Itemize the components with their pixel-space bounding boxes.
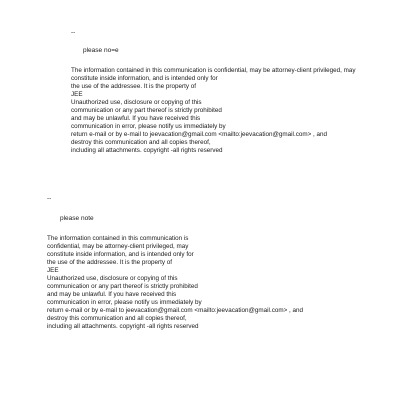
disclaimer-1-line-6: communication or any part thereof is strictly prohibited — [71, 107, 222, 114]
disclaimer-2-line-12: including all attachments. copyright -all rights reserved — [47, 323, 199, 330]
disclaimer-2-line-4: the use of the addressee. It is the property of — [47, 259, 172, 266]
disclaimer-1-line-4: JEE — [71, 91, 83, 98]
disclaimer-2-line-7: communication or any part thereof is strictly prohibited — [47, 283, 198, 290]
disclaimer-2-line-10: return e-mail or by e-mail to jeevacation@gmail.com <mailto:jeevacation@gmail.com> , and — [47, 307, 304, 314]
disclaimer-1-line-7: and may be unlawful. If you have received this — [71, 115, 201, 122]
disclaimer-2-line-5: JEE — [47, 267, 59, 274]
disclaimer-2-line-11: destroy this communication and all copies thereof, — [47, 315, 187, 322]
separator-1: -- — [71, 29, 76, 36]
disclaimer-1-line-8: communication in error, please notify us immediately by — [71, 123, 226, 130]
separator-2: -- — [47, 195, 52, 202]
disclaimer-1-line-2: constitute inside information, and is intended only for — [71, 75, 218, 82]
disclaimer-1-line-3: the use of the addressee. It is the property of — [71, 83, 196, 90]
disclaimer-2-line-8: and may be unlawful. If you have received this — [47, 291, 177, 298]
disclaimer-1-line-11: including all attachments. copyright -all rights reserved — [71, 147, 223, 154]
disclaimer-2-line-1: The information contained in this communication is — [47, 235, 189, 242]
disclaimer-1-line-5: Unauthorized use, disclosure or copying of this — [71, 99, 202, 106]
note-heading-2: please note — [60, 215, 94, 222]
disclaimer-1-line-1: The information contained in this communication is confidential, may be attorney-client privileged, may — [71, 67, 356, 74]
note-heading-1: please no=e — [83, 47, 119, 54]
disclaimer-2-line-3: constitute inside information, and is intended only for — [47, 251, 194, 258]
disclaimer-2-line-6: Unauthorized use, disclosure or copying of this — [47, 275, 178, 282]
disclaimer-1-line-9: return e-mail or by e-mail to jeevacation@gmail.com <mailto:jeevacation@gmail.com> , and — [71, 131, 328, 138]
disclaimer-2-line-2: confidential, may be attorney-client privileged, may — [47, 243, 189, 250]
disclaimer-1-line-10: destroy this communication and all copies thereof, — [71, 139, 211, 146]
disclaimer-2-line-9: communication in error, please notify us immediately by — [47, 299, 202, 306]
